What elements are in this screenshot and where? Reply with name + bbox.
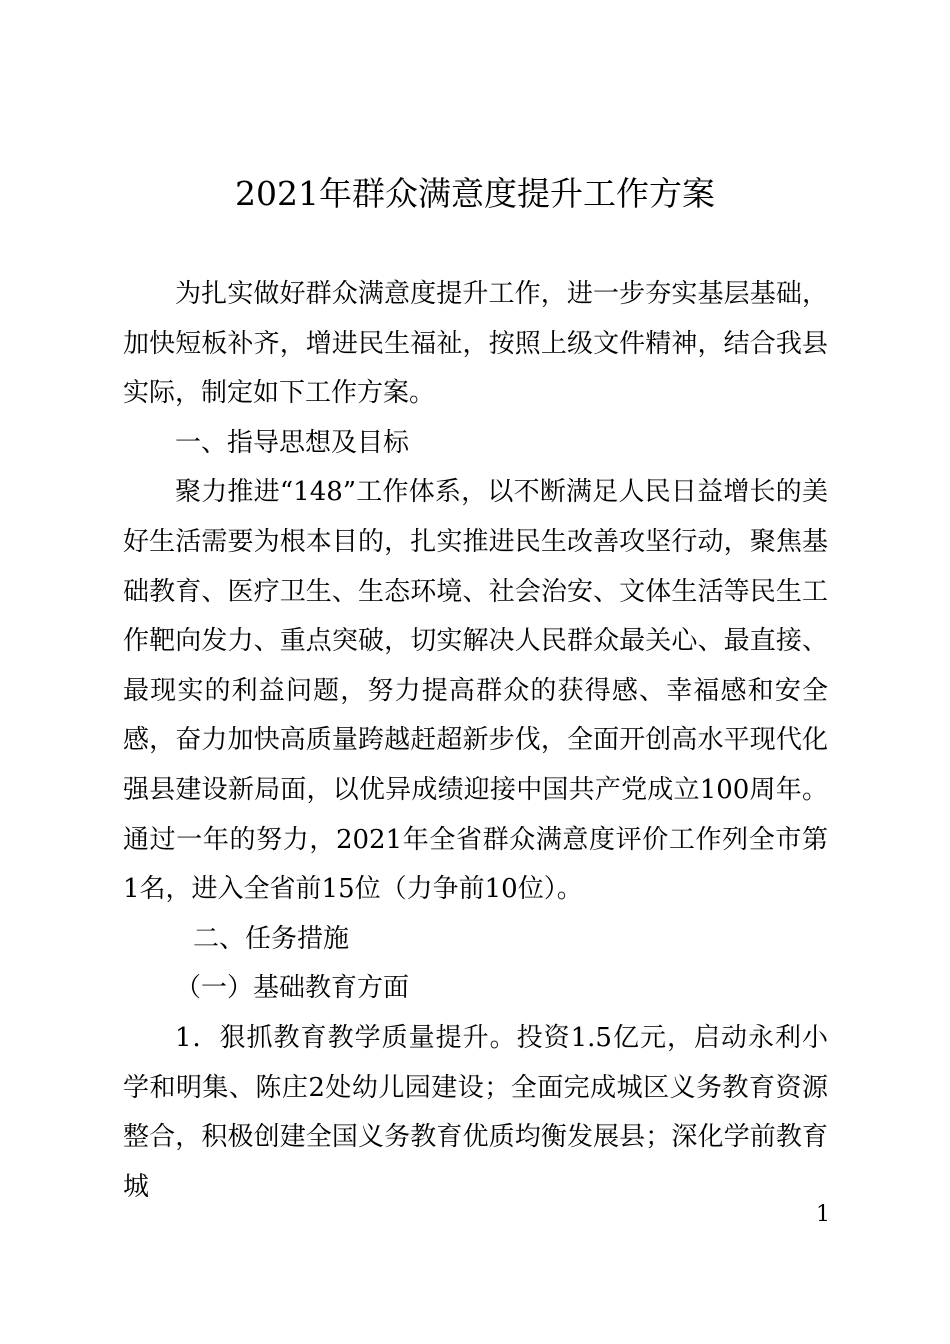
section-heading-guiding-ideology: 一、指导思想及目标 [175,427,410,458]
education-item-paragraph: 1．狠抓教育教学质量提升。投资1.5亿元，启动永利小学和明集、陈庄2处幼儿园建设；全面完成城区义务教育资源整合，积极创建全国义务教育优质均衡发展县；深化学前教育城 [123,1022,828,1202]
subsection-heading-basic-education: （一）基础教育方面 [175,973,410,1004]
intro-paragraph: 为扎实做好群众满意度提升工作，进一步夯实基层基础，加快短板补齐，增进民生福祉，按照上级文件精神，结合我县实际，制定如下工作方案。 [123,279,828,409]
document-body [123,270,828,1212]
section-heading-tasks: 二、任务措施 [193,923,350,954]
page-number: 1 [816,1202,830,1227]
guiding-ideology-paragraph: 聚力推进“148”工作体系，以不断满足人民日益增长的美好生活需要为根本目的，扎实推进民生改善攻坚行动，聚焦基础教育、医疗卫生、生态环境、社会治安、文体生活等民生工作靶向发力、重点突破，切实解决人民群众最关心、最直接、最现实的利益问题，努力提高群众的获得感、幸福感和安全感，奋力加快高质量跨越赶超新步伐，全面开创高水平现代化强县建设新局面，以优异成绩迎接中国共产党成立100周年。通过一年的努力，2021年全省群众满意度评价工作列全市第1名，进入全省前15位（力争前10位）。 [123,477,828,905]
document-title: 2021年群众满意度提升工作方案 [235,174,715,213]
